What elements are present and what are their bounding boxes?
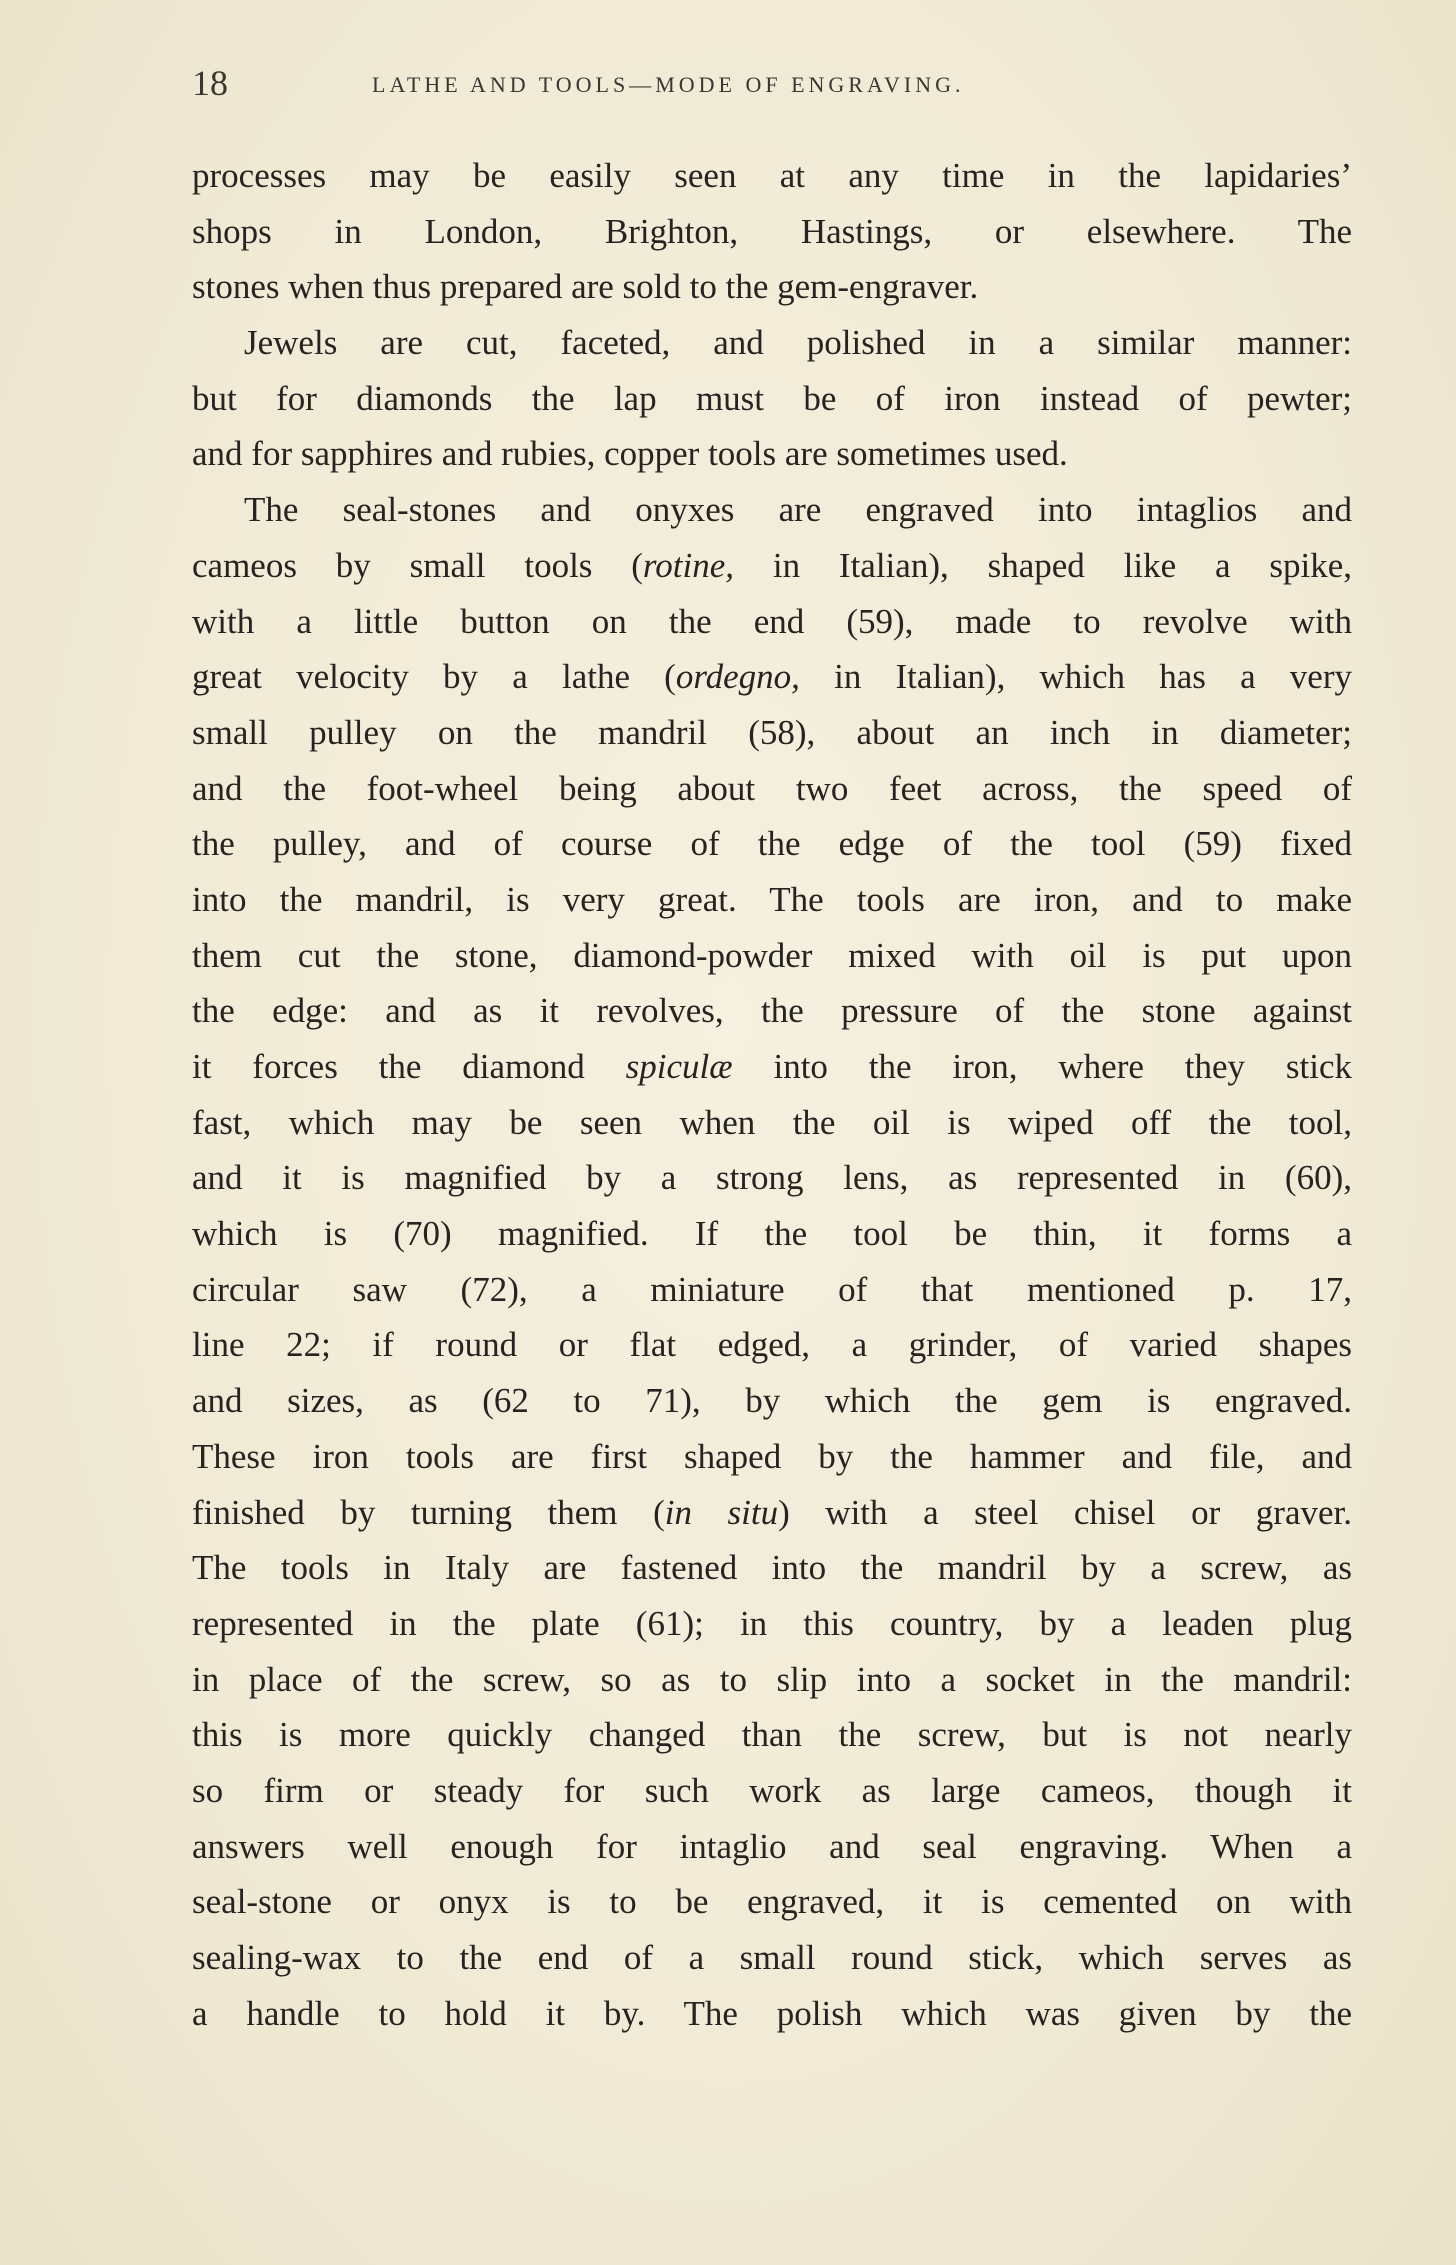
text-segment: finished by turning them ( (192, 1492, 665, 1532)
text-line: small pulley on the mandril (58), about an inch in diameter; (192, 712, 1352, 752)
text-line: Jewels are cut, faceted, and polished in a similar manner: (244, 323, 1352, 363)
text-line: circular saw (72), a miniature of that mentioned p. 17, (192, 1269, 1352, 1309)
text-line: but for diamonds the lap must be of iron instead of pewter; (192, 378, 1352, 418)
text-line (192, 538, 1352, 594)
italic-term: spiculæ (625, 1047, 733, 1086)
text-line: which is (70) magnified. If the tool be thin, it forms a (192, 1214, 1352, 1254)
text-segment: cameos by small tools ( (192, 545, 643, 585)
text-line: the pulley, and of course of the edge of the tool (59) fixed (192, 824, 1352, 864)
text-line: into the mandril, is very great. The tools are iron, and to make (192, 879, 1352, 919)
text-line: in place of the screw, so as to slip into a socket in the mandril: (192, 1659, 1352, 1699)
page-number: 18 (192, 63, 228, 103)
text-line: fast, which may be seen when the oil is wiped off the tool, (192, 1102, 1352, 1142)
text-line: and sizes, as (62 to 71), by which the gem is engraved. (192, 1381, 1352, 1421)
text-line (192, 1485, 1352, 1541)
text-line (192, 649, 1352, 705)
text-line: processes may be easily seen at any time in the lapidaries’ (192, 156, 1352, 195)
page-header (192, 62, 1352, 112)
text-line: The seal-stones and onyxes are engraved into intaglios and (244, 490, 1352, 530)
text-segment: in Italian), which has a very (799, 657, 1352, 697)
italic-term: ordegno, (675, 657, 800, 697)
text-line: the edge: and as it revolves, the pressure of the stone against (192, 991, 1352, 1031)
text-line: them cut the stone, diamond-powder mixed with oil is put upon (192, 935, 1352, 975)
italic-term: in situ (664, 1492, 779, 1532)
text-line: stones when thus prepared are sold to the gem-engraver. (192, 267, 979, 307)
text-segment: into the iron, where they stick (732, 1047, 1352, 1086)
text-line: so firm or steady for such work as large cameos, though it (192, 1770, 1352, 1810)
italic-term: rotine, (642, 545, 734, 585)
text-line: sealing-wax to the end of a small round stick, which serves as (192, 1938, 1352, 1977)
text-line: represented in the plate (61); in this country, by a leaden plug (192, 1603, 1352, 1643)
text-line: with a little button on the end (59), made to revolve with (192, 601, 1352, 641)
text-segment: it forces the diamond (192, 1047, 626, 1086)
text-segment: great velocity by a lathe ( (192, 657, 676, 697)
text-line: and for sapphires and rubies, copper tools are sometimes used. (192, 434, 1068, 474)
text-line: line 22; if round or flat edged, a grinder, of varied shapes (192, 1325, 1352, 1365)
body-text (192, 148, 1352, 2041)
text-line: and it is magnified by a strong lens, as represented in (60), (192, 1158, 1352, 1198)
text-line: These iron tools are first shaped by the hammer and file, and (192, 1436, 1352, 1476)
text-segment: in Italian), shaped like a spike, (733, 545, 1352, 585)
text-line: The tools in Italy are fastened into the mandril by a screw, as (192, 1548, 1352, 1588)
text-line: answers well enough for intaglio and seal engraving. When a (192, 1826, 1352, 1866)
text-line: seal-stone or onyx is to be engraved, it is cemented on with (192, 1882, 1352, 1922)
text-line: this is more quickly changed than the screw, but is not nearly (192, 1715, 1352, 1755)
running-head: LATHE AND TOOLS—MODE OF ENGRAVING. (372, 72, 965, 97)
text-line: shops in London, Brighton, Hastings, or elsewhere. The (192, 211, 1352, 251)
text-line (192, 1039, 1352, 1095)
text-segment: ) with a steel chisel or graver. (778, 1492, 1352, 1532)
text-line: and the foot-wheel being about two feet across, the speed of (192, 768, 1352, 808)
text-line: a handle to hold it by. The polish which was given by the (192, 1993, 1352, 2033)
